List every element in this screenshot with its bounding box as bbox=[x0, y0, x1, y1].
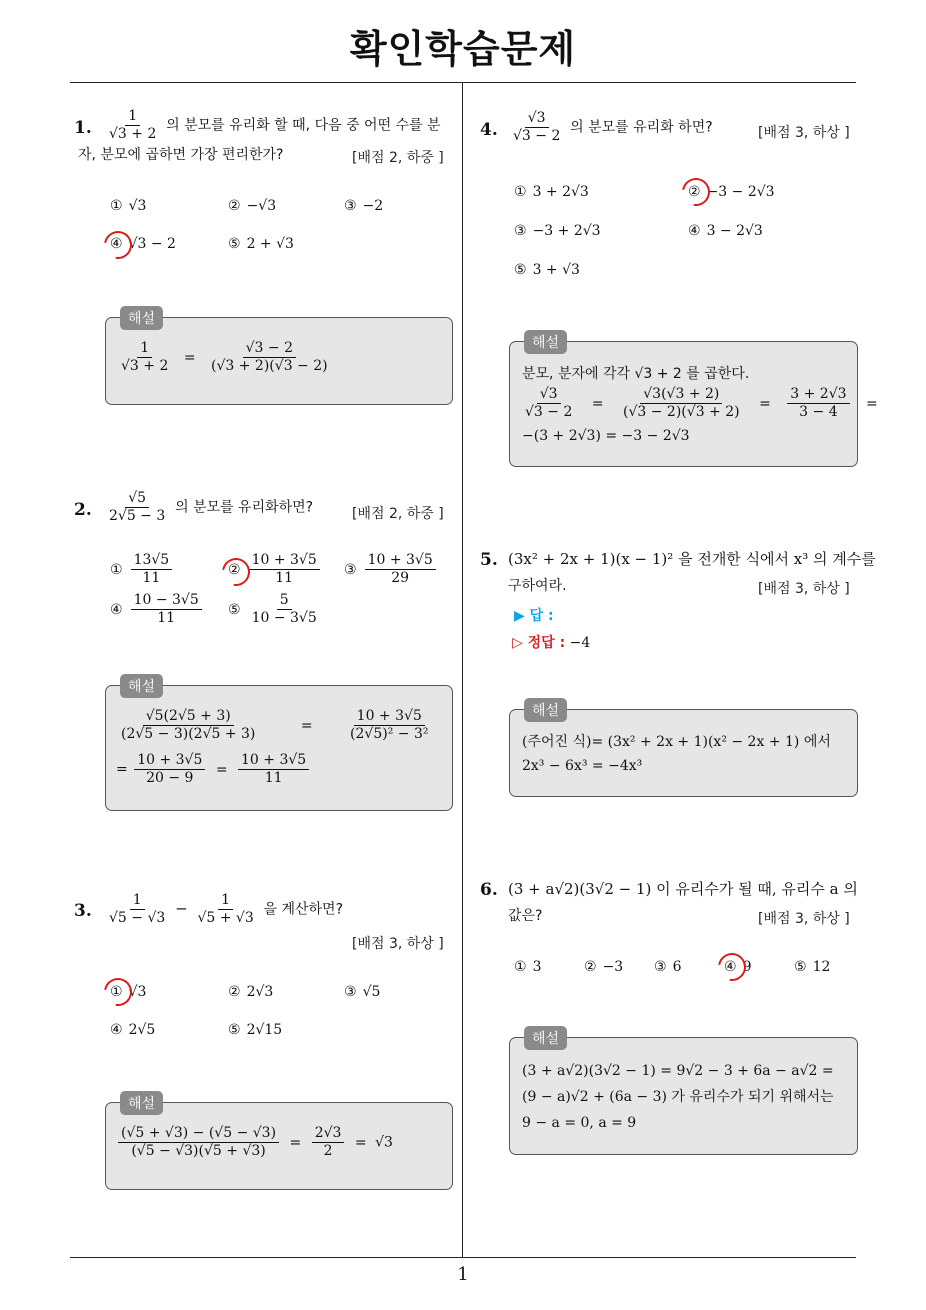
question-text bbox=[104, 108, 441, 143]
denominator: √3 − 2 bbox=[513, 128, 561, 144]
numerator: 10 + 3√5 bbox=[238, 752, 309, 770]
answer-mark-circle bbox=[677, 173, 716, 212]
score-label: [배점 3, 하상 ] bbox=[352, 936, 444, 952]
solution-tag: 해설 bbox=[524, 698, 567, 722]
option-number: ② bbox=[228, 198, 241, 214]
option-value: 3 bbox=[532, 959, 542, 975]
solution-line: (9 − a)√2 + (6a − 3) 가 유리수가 되기 위해서는 bbox=[522, 1089, 834, 1105]
answer-label: ▶ 답 : bbox=[514, 608, 554, 624]
question-number: 6. bbox=[480, 880, 498, 900]
option-value: 3 + 2√3 bbox=[532, 184, 589, 200]
question-line-2: 구하여라. bbox=[508, 578, 567, 594]
option-2[interactable] bbox=[228, 195, 276, 217]
solution-line: 분모, 분자에 각각 √3 + 2 를 곱한다. bbox=[522, 366, 750, 382]
answer-mark-circle bbox=[99, 973, 138, 1012]
page-number: 1 bbox=[457, 1264, 469, 1285]
solution-line: $\frac{(√5 + √3) - (√5 - √3)}{(√5 - √3)(√5 + √3)}$ = $\frac{2√3}{2}$ = √3 bbox=[116, 1125, 393, 1160]
answer-mark-circle bbox=[713, 948, 752, 987]
option-number: ③ bbox=[514, 223, 527, 239]
option-1[interactable] bbox=[110, 195, 146, 217]
numerator: 10 + 3√5 bbox=[249, 552, 320, 570]
option-number: ① bbox=[110, 561, 123, 578]
option-value: √5 bbox=[362, 984, 381, 1000]
numerator: 1 bbox=[130, 892, 145, 910]
option-value: 6 bbox=[672, 959, 682, 975]
option-number: ① bbox=[110, 198, 123, 214]
option-value: −3 + 2√3 bbox=[532, 223, 601, 239]
column-divider bbox=[462, 83, 463, 1258]
score-label: [배점 3, 하상 ] bbox=[758, 125, 850, 141]
option-3[interactable] bbox=[514, 220, 601, 242]
question-number: 5. bbox=[480, 550, 498, 570]
solution-tag: 해설 bbox=[120, 674, 163, 698]
numerator: √3(√3 + 2) bbox=[640, 386, 722, 404]
option-number: ③ bbox=[344, 198, 357, 214]
denominator: √3 − 2 bbox=[525, 404, 573, 420]
option-4[interactable] bbox=[688, 220, 763, 242]
option-value: 9 bbox=[742, 959, 752, 975]
option-value: −√3 bbox=[246, 198, 277, 214]
option-value: 2√3 bbox=[246, 984, 274, 1000]
fraction bbox=[347, 708, 431, 743]
fraction bbox=[510, 110, 563, 145]
option-number: ① bbox=[514, 184, 527, 200]
denominator: √3 + 2 bbox=[121, 358, 169, 374]
option-5[interactable] bbox=[794, 956, 830, 978]
numerator: √5 bbox=[125, 490, 149, 508]
numerator: 1 bbox=[125, 108, 140, 126]
option-number: ③ bbox=[344, 561, 357, 578]
numerator: 1 bbox=[137, 340, 152, 358]
fraction bbox=[249, 552, 320, 587]
option-number: ④ bbox=[110, 601, 123, 618]
score-label: [배점 3, 하상 ] bbox=[758, 911, 850, 927]
fraction bbox=[106, 892, 168, 927]
question-line-1: (3 + a√2)(3√2 − 1) 이 유리수가 될 때, 유리수 a 의 bbox=[508, 880, 858, 898]
denominator: 3 − 4 bbox=[799, 404, 838, 420]
option-value: 2√15 bbox=[246, 1022, 283, 1038]
option-number: ⑤ bbox=[794, 959, 807, 975]
solution-line: $\frac{√5(2√5 + 3)}{(2√5 - 3)(2√5 + 3)}$ = $\frac{10 + 3√5}{\text{(2√5)² − 3²}}$ bbox=[116, 708, 433, 743]
denominator: 11 bbox=[264, 770, 283, 786]
fraction bbox=[238, 752, 309, 787]
numerator: 1 bbox=[218, 892, 233, 910]
question-line: 의 분모를 유리화하면? bbox=[175, 499, 314, 516]
solution-line: (주어진 식)= (3x² + 2x + 1)(x² − 2x + 1) 에서 bbox=[522, 734, 831, 750]
option-value: 12 bbox=[812, 959, 831, 975]
solution-line: 9 − a = 0, a = 9 bbox=[522, 1115, 637, 1131]
denominator: 29 bbox=[391, 570, 410, 586]
numerator: 10 + 3√5 bbox=[365, 552, 436, 570]
option-value: −3 − 2√3 bbox=[706, 184, 775, 200]
question-number: 3. bbox=[74, 901, 92, 921]
option-number: ② bbox=[584, 959, 597, 975]
fraction bbox=[620, 386, 743, 421]
option-number: ⑤ bbox=[228, 236, 241, 252]
numerator: √3 bbox=[525, 110, 549, 128]
fraction bbox=[131, 592, 202, 627]
numerator: √5(2√5 + 3) bbox=[143, 708, 234, 726]
denominator: √5 − √3 bbox=[109, 910, 166, 926]
solution-box bbox=[105, 685, 453, 811]
score-label: [배점 2, 하중 ] bbox=[352, 150, 444, 166]
option-3[interactable] bbox=[344, 552, 438, 587]
option-1[interactable] bbox=[514, 181, 589, 203]
correct-answer bbox=[512, 632, 590, 654]
option-value: 2√5 bbox=[128, 1022, 156, 1038]
option-number: ④ bbox=[724, 959, 737, 975]
option-number: ⑤ bbox=[228, 1022, 241, 1038]
fraction bbox=[118, 1125, 279, 1160]
option-3[interactable] bbox=[654, 956, 681, 978]
solution-line: 2x³ − 6x³ = −4x³ bbox=[522, 758, 643, 774]
option-number: ⑤ bbox=[228, 601, 241, 618]
denominator: (2√5)² − 3² bbox=[350, 726, 429, 742]
fraction bbox=[118, 708, 258, 743]
fraction bbox=[522, 386, 575, 421]
result: √3 bbox=[375, 1134, 393, 1151]
option-2[interactable] bbox=[584, 956, 623, 978]
denominator: (√3 + 2)(√3 − 2) bbox=[211, 358, 328, 374]
solution-tag: 해설 bbox=[524, 330, 567, 354]
denominator: (√3 − 2)(√3 + 2) bbox=[623, 404, 740, 420]
numerator: 10 + 3√5 bbox=[134, 752, 205, 770]
option-3[interactable] bbox=[344, 195, 383, 217]
numerator: (√5 + √3) − (√5 − √3) bbox=[118, 1125, 279, 1143]
bottom-rule bbox=[70, 1257, 856, 1258]
fraction bbox=[312, 1125, 345, 1160]
top-rule bbox=[70, 82, 856, 83]
denominator: 11 bbox=[142, 570, 161, 586]
solution-box bbox=[509, 709, 858, 797]
option-value: √3 − 2 bbox=[128, 236, 176, 252]
option-number: ④ bbox=[688, 223, 701, 239]
option-number: ③ bbox=[654, 959, 667, 975]
option-number: ② bbox=[688, 184, 701, 200]
option-4[interactable] bbox=[110, 1019, 155, 1041]
fraction bbox=[194, 892, 256, 927]
answer-field[interactable] bbox=[514, 605, 554, 627]
denominator: 2√5 − 3 bbox=[109, 508, 166, 524]
score-label: [배점 3, 하상 ] bbox=[758, 581, 850, 597]
fraction bbox=[208, 340, 331, 375]
option-value: √3 bbox=[128, 198, 147, 214]
question-line-2: 값은? bbox=[508, 908, 543, 924]
numerator: 10 + 3√5 bbox=[354, 708, 425, 726]
option-3[interactable] bbox=[344, 981, 380, 1003]
denominator: 10 − 3√5 bbox=[251, 610, 317, 626]
denominator: √3 + 2 bbox=[109, 126, 157, 142]
option-5[interactable] bbox=[228, 233, 294, 255]
solution-line: = $\frac{10 + 3√5}{20 - 9}$ = $\frac{10 + 3√5}{11}$ bbox=[116, 752, 311, 787]
numerator: 10 − 3√5 bbox=[131, 592, 202, 610]
question-number: 1. bbox=[74, 118, 92, 138]
fraction bbox=[106, 108, 159, 143]
answer-mark-circle bbox=[99, 226, 138, 265]
question-line: 을 계산하면? bbox=[263, 901, 344, 918]
fraction bbox=[118, 340, 171, 375]
option-1[interactable] bbox=[514, 956, 541, 978]
option-number: ② bbox=[228, 984, 241, 1000]
correct-value: −4 bbox=[569, 635, 591, 651]
denominator: 20 − 9 bbox=[146, 770, 194, 786]
solution-line: $\frac{√3}{√3 - 2}$ = $\frac{√3(√3 + 2)}{(√3 - 2)(√3 + 2)}$ = $\frac{3 + 2√3}{3 - 4}$ = bbox=[520, 386, 888, 421]
question-text: $\frac{1}{√5 - √3}$ − $\frac{1}{√5 + √3}$ 을 계산하면? bbox=[104, 892, 343, 927]
solution-tag: 해설 bbox=[524, 1026, 567, 1050]
option-value: −2 bbox=[362, 198, 384, 214]
option-number: ④ bbox=[110, 236, 123, 252]
question-text bbox=[104, 490, 313, 525]
fraction bbox=[365, 552, 436, 587]
solution-tag: 해설 bbox=[120, 306, 163, 330]
option-number: ④ bbox=[110, 1022, 123, 1038]
option-value: 2 + √3 bbox=[246, 236, 294, 252]
fraction bbox=[106, 490, 168, 525]
correct-label: ▷ 정답 : bbox=[512, 635, 566, 651]
question-number: 4. bbox=[480, 120, 498, 140]
option-number: ① bbox=[514, 959, 527, 975]
denominator: (√5 − √3)(√5 + √3) bbox=[131, 1143, 266, 1159]
fraction bbox=[787, 386, 849, 421]
question-line: 의 분모를 유리화 할 때, 다음 중 어떤 수를 분 bbox=[166, 117, 441, 134]
solution-tag: 해설 bbox=[120, 1091, 163, 1115]
option-4[interactable] bbox=[110, 592, 204, 627]
option-5[interactable] bbox=[228, 592, 322, 627]
question-text bbox=[508, 110, 713, 145]
fraction bbox=[131, 552, 173, 587]
option-number: ② bbox=[228, 561, 241, 578]
denominator: 11 bbox=[157, 610, 176, 626]
question-number: 2. bbox=[74, 500, 92, 520]
question-line-1: (3x² + 2x + 1)(x − 1)² 을 전개한 식에서 x³ 의 계수를 bbox=[508, 550, 876, 568]
option-1[interactable] bbox=[110, 552, 174, 587]
solution-line: −(3 + 2√3) = −3 − 2√3 bbox=[522, 428, 690, 444]
option-5[interactable] bbox=[228, 1019, 282, 1041]
numerator: √3 − 2 bbox=[243, 340, 296, 358]
numerator: 13√5 bbox=[131, 552, 173, 570]
denominator: (2√5 − 3)(2√5 + 3) bbox=[121, 726, 256, 742]
option-number: ⑤ bbox=[514, 262, 527, 278]
option-5[interactable] bbox=[514, 259, 580, 281]
option-number: ① bbox=[110, 984, 123, 1000]
option-value: −3 bbox=[602, 959, 624, 975]
solution-line: (3 + a√2)(3√2 − 1) = 9√2 − 3 + 6a − a√2 = bbox=[522, 1063, 834, 1079]
question-line: 의 분모를 유리화 하면? bbox=[570, 119, 713, 136]
numerator: √3 bbox=[537, 386, 561, 404]
denominator: 2 bbox=[323, 1143, 333, 1159]
denominator: √5 + √3 bbox=[197, 910, 254, 926]
option-number: ③ bbox=[344, 984, 357, 1000]
denominator: 11 bbox=[275, 570, 294, 586]
fraction bbox=[134, 752, 205, 787]
numerator: 5 bbox=[277, 592, 292, 610]
option-value: 3 + √3 bbox=[532, 262, 580, 278]
solution-line: $\frac{1}{√3 + 2}$ = $\frac{√3 - 2}{(√3 + 2)(√3 - 2)}$ bbox=[116, 340, 333, 375]
numerator: 2√3 bbox=[312, 1125, 345, 1143]
option-2[interactable] bbox=[228, 981, 273, 1003]
question-line-2: 자, 분모에 곱하면 가장 편리한가? bbox=[78, 147, 284, 163]
option-value: 3 − 2√3 bbox=[706, 223, 763, 239]
page-title: 확인학습문제 bbox=[349, 27, 577, 71]
numerator: 3 + 2√3 bbox=[787, 386, 849, 404]
score-label: [배점 2, 하중 ] bbox=[352, 506, 444, 522]
option-value: √3 bbox=[128, 984, 147, 1000]
fraction bbox=[249, 592, 320, 627]
